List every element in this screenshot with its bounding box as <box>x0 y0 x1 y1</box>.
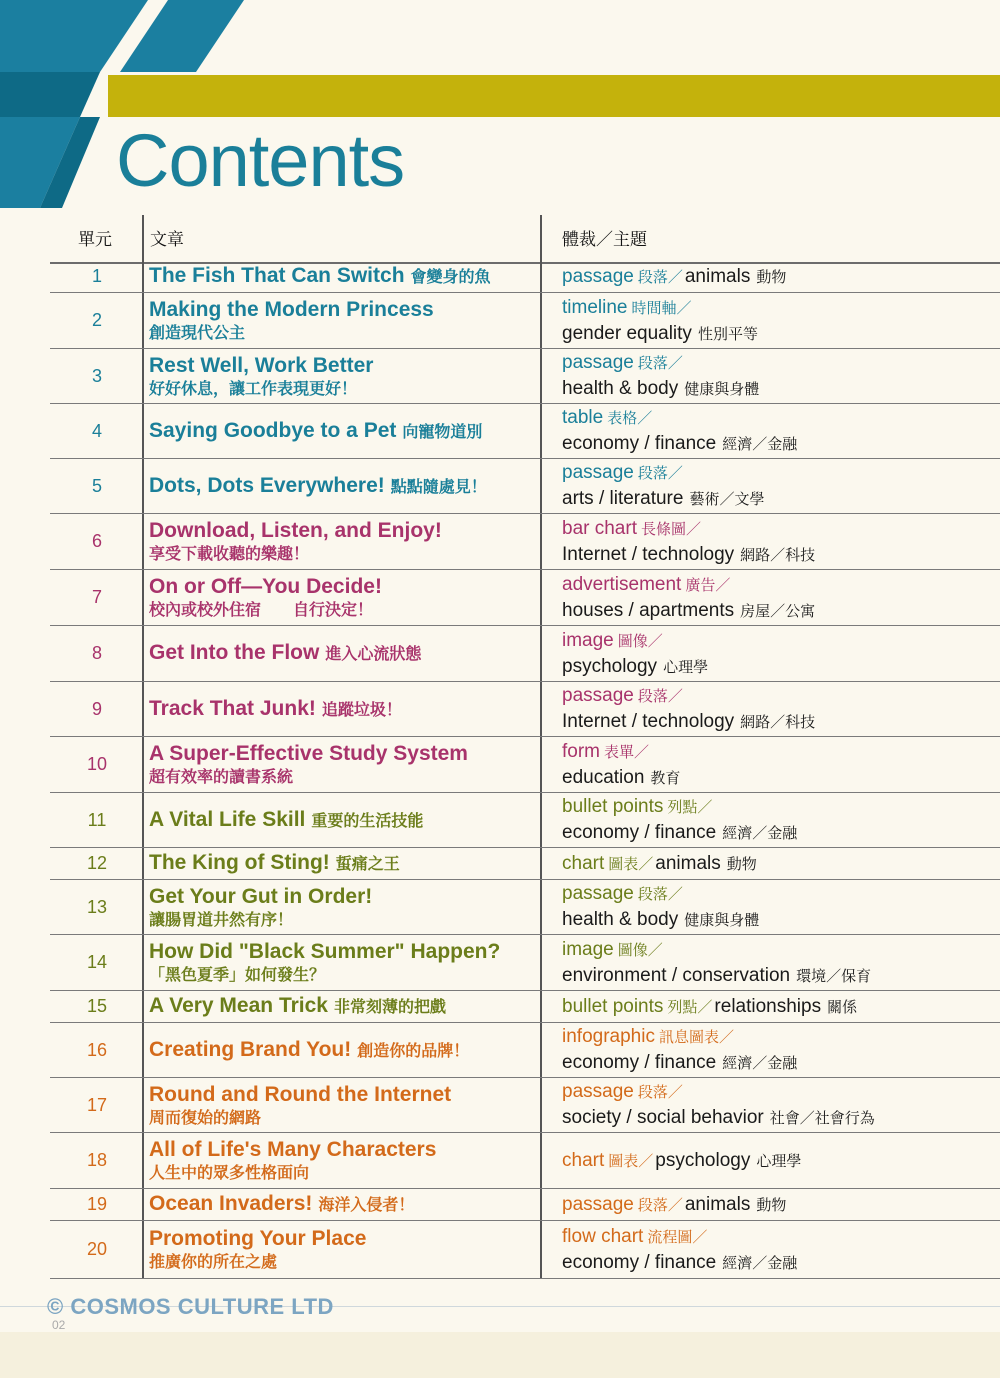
article-title-en: Creating Brand You! <box>149 1037 352 1061</box>
table-row <box>50 459 1000 514</box>
genre-type: flow chart <box>562 1225 644 1247</box>
genre-topic <box>562 1133 1000 1188</box>
article-title[interactable] <box>149 880 539 934</box>
topic-zh: 藝術／文學 <box>689 490 765 508</box>
genre-topic <box>562 1189 1000 1220</box>
article-title[interactable] <box>149 1189 539 1220</box>
article-title-en: Get Into the Flow <box>149 641 320 664</box>
genre-type: image <box>562 629 614 651</box>
topic-zh: 關係 <box>827 997 858 1016</box>
topic: health & body <box>562 378 679 399</box>
genre-topic <box>562 880 1000 934</box>
genre-type-zh: 圖表／ <box>608 854 654 873</box>
article-title[interactable] <box>149 459 539 513</box>
genre-type-zh: 段落／ <box>637 267 683 286</box>
article-title-en: How Did "Black Summer" Happen? <box>149 940 501 963</box>
topic: houses / apartments <box>562 599 735 621</box>
unit-number: 3 <box>91 365 102 386</box>
unit-number: 17 <box>86 1094 108 1115</box>
unit-number: 14 <box>86 952 108 972</box>
table-row <box>50 991 1000 1023</box>
genre-topic <box>562 1078 1000 1132</box>
unit-number: 12 <box>86 853 108 873</box>
genre-type: passage <box>562 352 634 373</box>
topic: psychology <box>655 1149 751 1171</box>
topic: psychology <box>562 655 658 677</box>
genre-type-zh: 圖表／ <box>608 1151 654 1170</box>
topic: economy / finance <box>562 433 717 454</box>
article-title-zh: 創造現代公主 <box>149 323 246 342</box>
article-title-zh: 進入心流狀態 <box>325 646 422 663</box>
topic: economy / finance <box>562 1251 717 1273</box>
table-row <box>50 626 1000 682</box>
genre-type-zh: 長條圖／ <box>640 519 701 538</box>
article-title-zh: 讓腸胃道井然有序！ <box>149 909 294 929</box>
article-title-zh: 重要的生活技能 <box>311 812 424 830</box>
table-row <box>50 1133 1000 1189</box>
unit-number: 19 <box>86 1194 108 1214</box>
genre-type: bullet points <box>562 995 664 1017</box>
genre-topic <box>562 626 1000 681</box>
article-title-zh: 享受下載收聽的樂趣！ <box>149 544 310 563</box>
article-title[interactable] <box>149 737 539 792</box>
genre-type: passage <box>562 462 634 483</box>
page-title: Contents <box>116 119 405 202</box>
genre-type: passage <box>562 265 634 287</box>
unit-number: 7 <box>91 587 102 607</box>
table-row <box>50 793 1000 848</box>
genre-type-zh: 段落／ <box>637 687 683 705</box>
article-title[interactable] <box>149 935 539 990</box>
unit-number: 2 <box>91 310 102 330</box>
genre-topic <box>562 991 1000 1022</box>
genre-type: passage <box>562 1193 634 1215</box>
article-title[interactable] <box>149 1078 539 1132</box>
topic-zh: 性別平等 <box>697 324 758 343</box>
genre-type: table <box>562 407 604 428</box>
genre-topic <box>562 1023 1000 1077</box>
article-title[interactable] <box>149 1221 539 1278</box>
topic: education <box>562 766 645 788</box>
table-row <box>50 261 1000 293</box>
genre-topic <box>562 349 1000 403</box>
header-article: 文章 <box>150 230 184 250</box>
article-title-zh: 周而復始的網路 <box>149 1107 262 1127</box>
genre-topic <box>562 793 1000 847</box>
unit-number: 5 <box>91 475 102 496</box>
unit-number: 1 <box>91 266 102 286</box>
topic-zh: 經濟／金融 <box>722 824 798 842</box>
article-title[interactable] <box>149 991 539 1022</box>
article-title-zh: 蜇痛之王 <box>335 856 400 873</box>
topic-zh: 動物 <box>756 1195 787 1214</box>
article-title-zh: 非常刻薄的把戲 <box>333 999 446 1016</box>
watermark: © COSMOS CULTURE LTD <box>47 1294 334 1319</box>
topic-zh: 經濟／金融 <box>722 1054 798 1072</box>
article-title-zh: 會變身的魚 <box>410 269 491 286</box>
article-title-zh: 超有效率的讀書系統 <box>149 767 294 786</box>
header-unit: 單元 <box>78 230 112 250</box>
genre-type: passage <box>562 1081 634 1102</box>
table-row <box>50 1078 1000 1133</box>
article-title-en: A Very Mean Trick <box>149 994 328 1017</box>
genre-type-zh: 時間軸／ <box>631 298 692 317</box>
table-row <box>50 293 1000 349</box>
topic: Internet / technology <box>562 543 735 565</box>
table-header <box>50 215 1000 264</box>
article-title-en: A Super-Effective Study System <box>149 742 468 765</box>
article-title-zh: 好好休息，讓工作表現更好！ <box>149 378 358 398</box>
genre-type-zh: 圖像／ <box>617 631 663 650</box>
topic-zh: 動物 <box>756 267 787 286</box>
article-title-en: Promoting Your Place <box>149 1227 367 1250</box>
genre-type-zh: 表單／ <box>604 742 650 761</box>
topic-zh: 網路／科技 <box>740 545 816 564</box>
genre-type-zh: 廣告／ <box>685 575 731 594</box>
topic: relationships <box>714 995 822 1017</box>
article-title[interactable] <box>149 349 539 403</box>
genre-type-zh: 圖像／ <box>617 940 663 959</box>
article-title-en: Saying Goodbye to a Pet <box>149 418 397 442</box>
article-title-zh: 校內或校外住宿 自行決定！ <box>149 600 374 619</box>
topic: animals <box>684 265 751 287</box>
article-title-zh: 人生中的眾多性格面向 <box>149 1163 310 1182</box>
table-row <box>50 1221 1000 1279</box>
article-title-en: All of Life's Many Characters <box>149 1138 437 1161</box>
page-number: 02 <box>52 1318 66 1332</box>
article-title-en: Dots, Dots Everywhere! <box>149 473 385 497</box>
article-title-en: Track That Junk! <box>149 696 316 720</box>
genre-type: advertisement <box>562 573 682 595</box>
table-row <box>50 848 1000 880</box>
topic-zh: 社會／社會行為 <box>769 1109 875 1127</box>
table-row <box>50 570 1000 626</box>
genre-type: passage <box>562 883 634 904</box>
topic-zh: 心理學 <box>663 657 709 676</box>
topic-zh: 動物 <box>726 854 757 873</box>
article-title-en: Rest Well, Work Better <box>149 353 374 377</box>
article-title-en: Making the Modern Princess <box>149 298 434 321</box>
genre-topic <box>562 514 1000 569</box>
unit-number: 18 <box>86 1150 108 1170</box>
unit-number: 16 <box>86 1039 108 1060</box>
footer-band <box>0 1332 1000 1378</box>
topic-zh: 經濟／金融 <box>722 435 798 453</box>
topic-zh: 網路／科技 <box>740 713 816 731</box>
article-title-en: On or Off—You Decide! <box>149 575 382 598</box>
article-title[interactable] <box>149 626 539 681</box>
unit-number: 9 <box>91 698 102 719</box>
unit-number: 13 <box>86 896 108 917</box>
topic: gender equality <box>562 322 692 344</box>
article-title[interactable] <box>149 848 539 879</box>
table-row <box>50 682 1000 737</box>
genre-topic <box>562 737 1000 792</box>
topic-zh: 健康與身體 <box>684 380 760 398</box>
genre-topic <box>562 570 1000 625</box>
article-title-zh: 「黑色夏季」如何發生？ <box>149 965 326 984</box>
genre-topic <box>562 261 1000 292</box>
article-title[interactable] <box>149 570 539 625</box>
genre-type: form <box>562 740 600 762</box>
article-title-en: Round and Round the Internet <box>149 1082 452 1106</box>
genre-type: timeline <box>562 296 628 318</box>
article-title-zh: 海洋入侵者！ <box>318 1197 415 1214</box>
genre-topic <box>562 404 1000 458</box>
topic-zh: 教育 <box>650 768 681 787</box>
genre-type-zh: 段落／ <box>637 1195 683 1214</box>
genre-type-zh: 訊息圖表／ <box>658 1028 734 1046</box>
genre-type: infographic <box>562 1026 655 1047</box>
genre-type-zh: 段落／ <box>637 464 683 482</box>
genre-type: chart <box>562 1149 605 1171</box>
genre-topic <box>562 459 1000 513</box>
article-title[interactable] <box>149 514 539 569</box>
table-row <box>50 737 1000 793</box>
table-row <box>50 514 1000 570</box>
genre-type-zh: 段落／ <box>637 354 683 372</box>
article-title-zh: 創造你的品牌！ <box>357 1042 470 1060</box>
unit-number: 11 <box>87 809 107 830</box>
article-title-en: Get Your Gut in Order! <box>149 884 373 908</box>
table-row <box>50 349 1000 404</box>
table-row <box>50 935 1000 991</box>
topic: Internet / technology <box>562 711 735 732</box>
genre-type: image <box>562 938 614 960</box>
unit-number: 8 <box>91 643 102 663</box>
article-title-en: The King of Sting! <box>149 851 330 874</box>
table-row <box>50 1023 1000 1078</box>
contents-table <box>50 215 1000 1279</box>
genre-type-zh: 流程圖／ <box>647 1227 708 1246</box>
genre-type: bullet points <box>562 796 664 817</box>
article-title-en: Ocean Invaders! <box>149 1192 313 1215</box>
unit-number: 10 <box>86 754 108 774</box>
topic-zh: 健康與身體 <box>684 911 760 929</box>
unit-number: 20 <box>86 1239 108 1259</box>
topic: animals <box>655 852 721 874</box>
genre-type-zh: 列點／ <box>667 997 713 1016</box>
genre-topic <box>562 293 1000 348</box>
article-title-zh: 點點隨處見！ <box>390 478 487 496</box>
unit-number: 15 <box>86 996 108 1016</box>
topic-zh: 環境／保育 <box>796 966 872 985</box>
header-banner <box>0 0 1000 208</box>
topic-zh: 心理學 <box>756 1151 802 1170</box>
genre-type-zh: 列點／ <box>667 798 713 816</box>
article-title[interactable] <box>149 682 539 736</box>
article-title[interactable] <box>149 793 539 847</box>
genre-topic <box>562 935 1000 990</box>
unit-number: 6 <box>91 531 102 551</box>
article-title-en: Download, Listen, and Enjoy! <box>149 519 442 542</box>
genre-topic <box>562 682 1000 736</box>
table-row <box>50 1189 1000 1221</box>
article-title[interactable] <box>149 1023 539 1077</box>
article-title-en: A Vital Life Skill <box>149 807 306 831</box>
article-title[interactable] <box>149 261 539 292</box>
article-title[interactable] <box>149 404 539 458</box>
topic: arts / literature <box>562 488 684 509</box>
table-row <box>50 880 1000 935</box>
topic: economy / finance <box>562 1052 717 1073</box>
article-title-en: The Fish That Can Switch <box>149 264 405 287</box>
table-row <box>50 404 1000 459</box>
article-title[interactable] <box>149 293 539 348</box>
genre-type: passage <box>562 685 634 706</box>
topic: environment / conservation <box>562 964 791 986</box>
unit-number: 4 <box>91 420 102 441</box>
genre-type: chart <box>562 852 605 874</box>
article-title-zh: 推廣你的所在之處 <box>149 1252 278 1271</box>
topic: animals <box>684 1193 751 1215</box>
header-genre: 體裁／主題 <box>562 230 647 250</box>
genre-type-zh: 段落／ <box>637 1083 683 1101</box>
article-title-zh: 向寵物道別 <box>402 423 483 441</box>
genre-type-zh: 段落／ <box>637 885 683 903</box>
topic: society / social behavior <box>562 1107 764 1128</box>
topic: health & body <box>562 909 679 930</box>
topic-zh: 經濟／金融 <box>722 1253 798 1272</box>
article-title[interactable] <box>149 1133 539 1188</box>
genre-topic <box>562 1221 1000 1278</box>
genre-type-zh: 表格／ <box>607 409 653 427</box>
article-title-zh: 追蹤垃圾！ <box>321 701 402 719</box>
genre-type: bar chart <box>562 517 637 539</box>
genre-topic <box>562 848 1000 879</box>
topic: economy / finance <box>562 822 717 843</box>
topic-zh: 房屋／公寓 <box>740 601 816 620</box>
